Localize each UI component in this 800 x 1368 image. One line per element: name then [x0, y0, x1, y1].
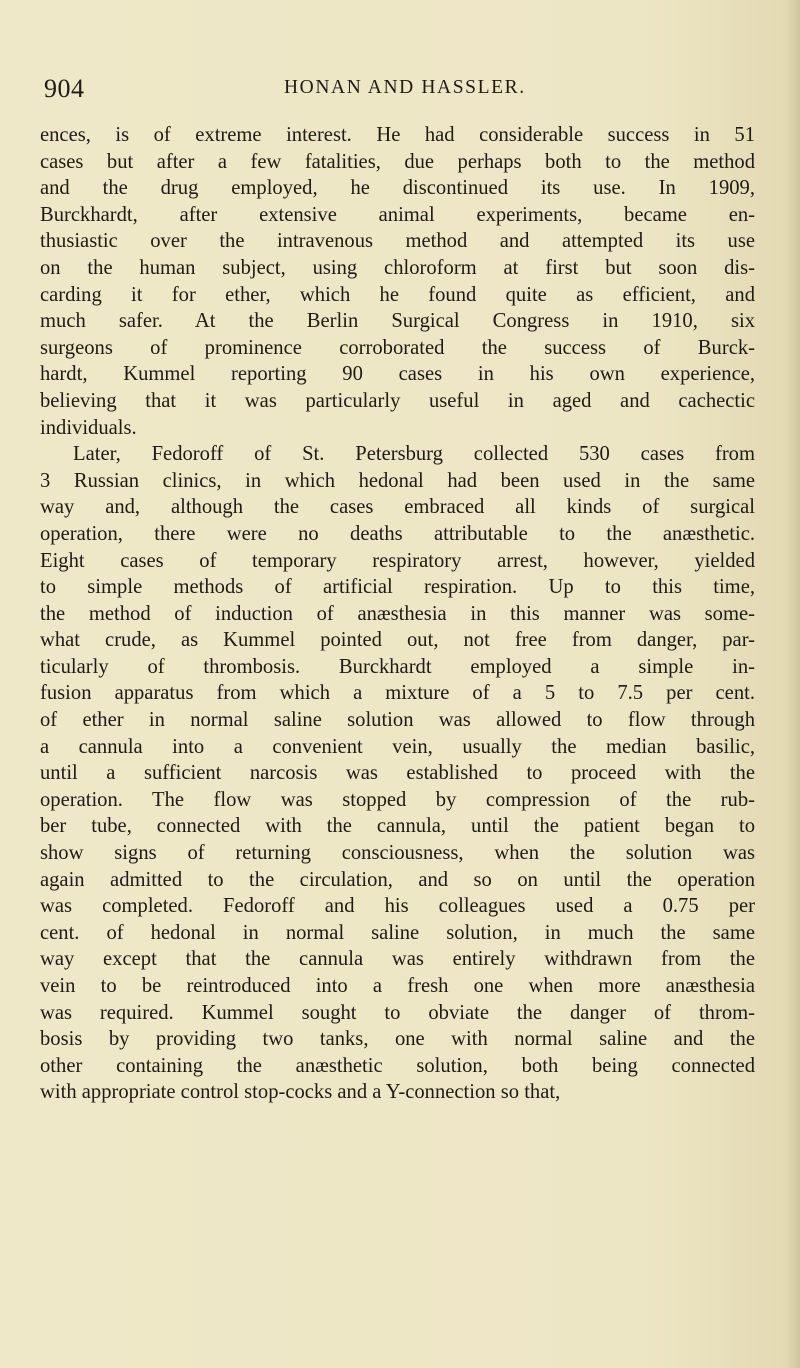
- text-line: ences, is of extreme interest. He had considerable success in 51: [40, 124, 755, 146]
- text-line: the method of induction of anæsthesia in this manner was some-: [40, 602, 755, 625]
- text-line: Later, Fedoroff of St. Petersburg collected 530 cases from: [73, 443, 755, 466]
- text-line: and the drug employed, he discontinued its use. In 1909,: [40, 177, 755, 200]
- text-line: thusiastic over the intravenous method and attempted its use: [40, 230, 755, 253]
- text-line: carding it for ether, which he found quite as efficient, and: [40, 283, 755, 306]
- paragraph-2: [40, 441, 755, 1106]
- text-line: fusion apparatus from which a mixture of a 5 to 7.5 per cent.: [40, 682, 755, 705]
- text-line: with appropriate control stop-cocks and a Y-connection so that,: [40, 1081, 561, 1104]
- running-head-title: HONAN AND HASSLER.: [284, 77, 526, 98]
- text-line: bosis by providing two tanks, one with normal saline and the: [40, 1028, 755, 1051]
- text-line: a cannula into a convenient vein, usually the median basilic,: [40, 735, 755, 758]
- text-line: again admitted to the circulation, and so on until the operation: [40, 868, 755, 891]
- text-line: vein to be reintroduced into a fresh one when more anæsthesia: [40, 975, 755, 997]
- text-line: was completed. Fedoroff and his colleagues used a 0.75 per: [40, 895, 755, 918]
- text-line: on the human subject, using chloroform at first but soon dis-: [40, 256, 755, 279]
- text-line: to simple methods of artificial respiration. Up to this time,: [40, 576, 755, 599]
- text-line: ber tube, connected with the cannula, until the patient began to: [40, 815, 755, 838]
- text-line: until a sufficient narcosis was established to proceed with the: [40, 762, 755, 785]
- text-line: what crude, as Kummel pointed out, not free from danger, par-: [40, 629, 755, 652]
- text-line: operation. The flow was stopped by compression of the rub-: [40, 788, 755, 811]
- text-line: hardt, Kummel reporting 90 cases in his own experience,: [40, 363, 755, 386]
- text-line: Burckhardt, after extensive animal experiments, became en-: [40, 203, 755, 226]
- page-number: 904: [44, 74, 85, 103]
- text-line: cent. of hedonal in normal saline solution, in much the same: [40, 921, 755, 944]
- body-text: [40, 122, 755, 1106]
- page-edge-shadow: [786, 0, 800, 1368]
- text-line: 3 Russian clinics, in which hedonal had been used in the same: [40, 469, 755, 492]
- text-line: of ether in normal saline solution was allowed to flow through: [40, 709, 755, 732]
- text-line: Eight cases of temporary respiratory arrest, however, yielded: [40, 549, 755, 572]
- text-line: individuals.: [40, 416, 137, 439]
- text-line: show signs of returning consciousness, when the solution was: [40, 842, 755, 865]
- text-line: other containing the anæsthetic solution, both being connected: [40, 1054, 755, 1077]
- text-line: was required. Kummel sought to obviate the danger of throm-: [40, 1001, 755, 1024]
- text-line: believing that it was particularly useful in aged and cachectic: [40, 389, 755, 412]
- text-line: way and, although the cases embraced all kinds of surgical: [40, 496, 755, 519]
- text-line: operation, there were no deaths attributable to the anæsthetic.: [40, 522, 755, 545]
- text-line: cases but after a few fatalities, due perhaps both to the method: [40, 150, 755, 173]
- text-line: way except that the cannula was entirely withdrawn from the: [40, 948, 755, 971]
- running-head: [44, 74, 754, 106]
- text-line: surgeons of prominence corroborated the success of Burck-: [40, 336, 755, 359]
- paragraph-1: [40, 122, 755, 441]
- text-line: ticularly of thrombosis. Burckhardt employed a simple in-: [40, 655, 755, 678]
- text-line: much safer. At the Berlin Surgical Congress in 1910, six: [40, 310, 755, 333]
